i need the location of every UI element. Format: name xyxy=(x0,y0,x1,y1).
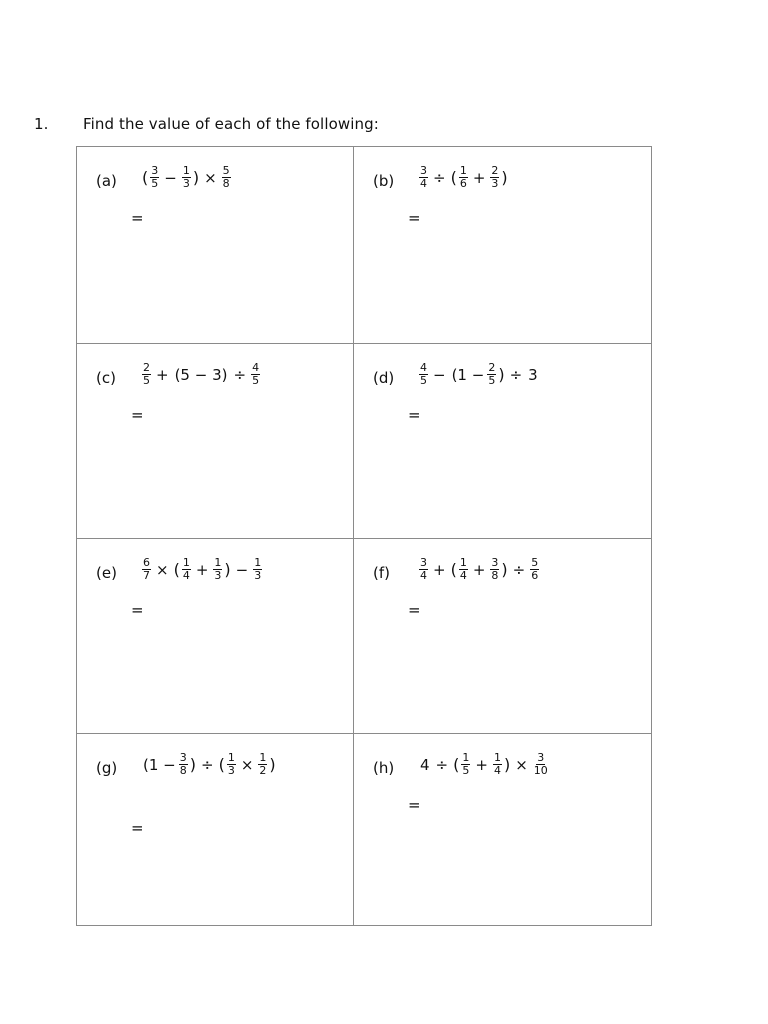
operator: × xyxy=(515,755,528,774)
fraction xyxy=(419,165,428,190)
fraction-denominator: 5 xyxy=(252,374,260,387)
answer-equals-sign: = xyxy=(408,796,421,814)
fraction-numerator: 3 xyxy=(179,751,187,764)
fraction-denominator: 5 xyxy=(488,374,496,387)
answer-equals-sign: = xyxy=(131,406,144,424)
parenthesis: ) xyxy=(503,755,511,774)
fraction-numerator: 1 xyxy=(259,751,267,764)
fraction xyxy=(490,557,499,582)
fraction-numerator: 3 xyxy=(420,164,427,177)
fraction-denominator: 6 xyxy=(459,177,467,190)
fraction-numerator: 3 xyxy=(420,556,427,569)
fraction-numerator: 1 xyxy=(214,556,222,569)
fraction-numerator: 1 xyxy=(493,751,501,764)
operator: + xyxy=(156,365,169,384)
fraction-denominator: 5 xyxy=(462,764,470,777)
operator: ÷ xyxy=(509,365,523,384)
fraction-numerator: 1 xyxy=(254,556,262,569)
fraction-numerator: 1 xyxy=(459,164,467,177)
problem-cell-h xyxy=(354,734,630,929)
parenthesis: ( xyxy=(142,168,149,187)
operator: + xyxy=(433,560,446,579)
problem-label: (a) xyxy=(96,172,117,190)
fraction xyxy=(222,165,231,190)
answer-equals-sign: = xyxy=(408,209,421,227)
parenthesis: ( xyxy=(450,168,457,187)
fraction xyxy=(179,752,188,777)
operator: ÷ xyxy=(433,168,446,187)
problem-expression xyxy=(418,165,509,190)
operator: ÷ xyxy=(435,755,449,774)
operator: × xyxy=(240,755,254,774)
fraction-denominator: 7 xyxy=(143,569,150,582)
answer-equals-sign: = xyxy=(131,209,144,227)
expression-text: (5 − 3) xyxy=(174,365,228,384)
problem-label: (h) xyxy=(373,759,395,777)
parenthesis: ) xyxy=(498,365,505,384)
fraction-denominator: 4 xyxy=(420,177,427,190)
expression-text: (1 − xyxy=(451,365,485,384)
fraction-numerator: 4 xyxy=(252,361,260,374)
answer-equals-sign: = xyxy=(408,601,421,619)
problem-cell-a xyxy=(77,147,353,342)
fraction-numerator: 1 xyxy=(182,164,190,177)
problem-expression xyxy=(141,362,261,387)
operator: + xyxy=(475,755,488,774)
parenthesis: ( xyxy=(450,560,457,579)
operator: × xyxy=(204,168,217,187)
fraction xyxy=(419,557,428,582)
fraction xyxy=(213,557,222,582)
fraction xyxy=(142,557,151,582)
expression-text: 3 xyxy=(528,365,538,384)
fraction-numerator: 3 xyxy=(491,556,499,569)
fraction-numerator: 3 xyxy=(151,164,159,177)
parenthesis: ) xyxy=(269,755,276,774)
problem-label: (d) xyxy=(373,369,395,387)
fraction-denominator: 3 xyxy=(254,569,262,582)
problem-cell-d xyxy=(354,344,630,539)
fraction-denominator: 4 xyxy=(459,569,467,582)
fraction xyxy=(419,362,428,387)
fraction xyxy=(490,165,499,190)
fraction xyxy=(493,752,502,777)
fraction-denominator: 10 xyxy=(533,764,548,777)
fraction-denominator: 4 xyxy=(493,764,501,777)
parenthesis: ( xyxy=(173,560,180,579)
operator: + xyxy=(472,560,486,579)
fraction-denominator: 2 xyxy=(259,764,267,777)
expression-text: (1 − xyxy=(143,755,176,774)
operator: + xyxy=(472,168,486,187)
fraction xyxy=(533,752,549,777)
fraction-denominator: 3 xyxy=(227,764,235,777)
fraction xyxy=(227,752,236,777)
problem-expression xyxy=(418,557,540,582)
problem-grid xyxy=(76,146,652,926)
parenthesis: ) xyxy=(192,168,200,187)
fraction-denominator: 4 xyxy=(182,569,190,582)
parenthesis: ( xyxy=(218,755,225,774)
operator: + xyxy=(195,560,209,579)
fraction-denominator: 4 xyxy=(420,569,427,582)
problem-cell-b xyxy=(354,147,630,342)
expression-text: 4 xyxy=(420,755,430,774)
problem-cell-c xyxy=(77,344,353,539)
fraction xyxy=(530,557,539,582)
answer-equals-sign: = xyxy=(131,601,144,619)
fraction-denominator: 8 xyxy=(491,569,499,582)
operator: − xyxy=(164,168,177,187)
fraction xyxy=(459,557,468,582)
problem-expression xyxy=(141,557,263,582)
fraction-denominator: 5 xyxy=(151,177,159,190)
answer-equals-sign: = xyxy=(131,819,144,837)
parenthesis: ) xyxy=(189,755,196,774)
fraction xyxy=(253,557,262,582)
parenthesis: ) xyxy=(224,560,231,579)
problem-expression xyxy=(418,362,540,387)
problem-label: (e) xyxy=(96,564,117,582)
fraction xyxy=(487,362,496,387)
fraction xyxy=(258,752,267,777)
fraction-numerator: 2 xyxy=(491,164,499,177)
problem-expression xyxy=(141,752,277,777)
problem-label: (f) xyxy=(373,564,390,582)
fraction xyxy=(182,557,191,582)
question-number: 1. xyxy=(34,115,49,133)
fraction-numerator: 1 xyxy=(462,751,470,764)
answer-equals-sign: = xyxy=(408,406,421,424)
problem-cell-e xyxy=(77,539,353,734)
fraction-denominator: 5 xyxy=(143,374,150,387)
operator: − xyxy=(235,560,249,579)
problem-expression xyxy=(418,752,550,777)
fraction-numerator: 6 xyxy=(143,556,150,569)
operator: ÷ xyxy=(200,755,214,774)
fraction-denominator: 5 xyxy=(420,374,427,387)
fraction-numerator: 3 xyxy=(537,751,545,764)
operator: ÷ xyxy=(233,365,247,384)
fraction-denominator: 3 xyxy=(214,569,222,582)
question-instruction: Find the value of each of the following: xyxy=(83,115,379,133)
fraction-denominator: 8 xyxy=(179,764,187,777)
problem-label: (c) xyxy=(96,369,116,387)
fraction-numerator: 5 xyxy=(531,556,539,569)
problem-label: (b) xyxy=(373,172,395,190)
parenthesis: ) xyxy=(501,560,508,579)
parenthesis: ( xyxy=(453,755,460,774)
fraction-denominator: 8 xyxy=(222,177,230,190)
problem-cell-f xyxy=(354,539,630,734)
fraction-denominator: 3 xyxy=(182,177,190,190)
problem-cell-g xyxy=(77,734,353,929)
problem-label: (g) xyxy=(96,759,118,777)
fraction xyxy=(459,165,468,190)
fraction-numerator: 5 xyxy=(222,164,230,177)
fraction-numerator: 1 xyxy=(459,556,467,569)
problem-expression xyxy=(141,165,232,190)
operator: − xyxy=(433,365,446,384)
fraction-denominator: 6 xyxy=(531,569,539,582)
fraction-numerator: 1 xyxy=(227,751,235,764)
operator: × xyxy=(156,560,169,579)
parenthesis: ) xyxy=(501,168,508,187)
fraction-numerator: 2 xyxy=(488,361,496,374)
fraction-numerator: 2 xyxy=(143,361,150,374)
operator: ÷ xyxy=(512,560,526,579)
fraction xyxy=(461,752,470,777)
fraction xyxy=(182,165,191,190)
fraction xyxy=(150,165,159,190)
fraction-denominator: 3 xyxy=(491,177,499,190)
fraction-numerator: 4 xyxy=(420,361,427,374)
fraction-numerator: 1 xyxy=(182,556,190,569)
fraction xyxy=(142,362,151,387)
fraction xyxy=(251,362,260,387)
